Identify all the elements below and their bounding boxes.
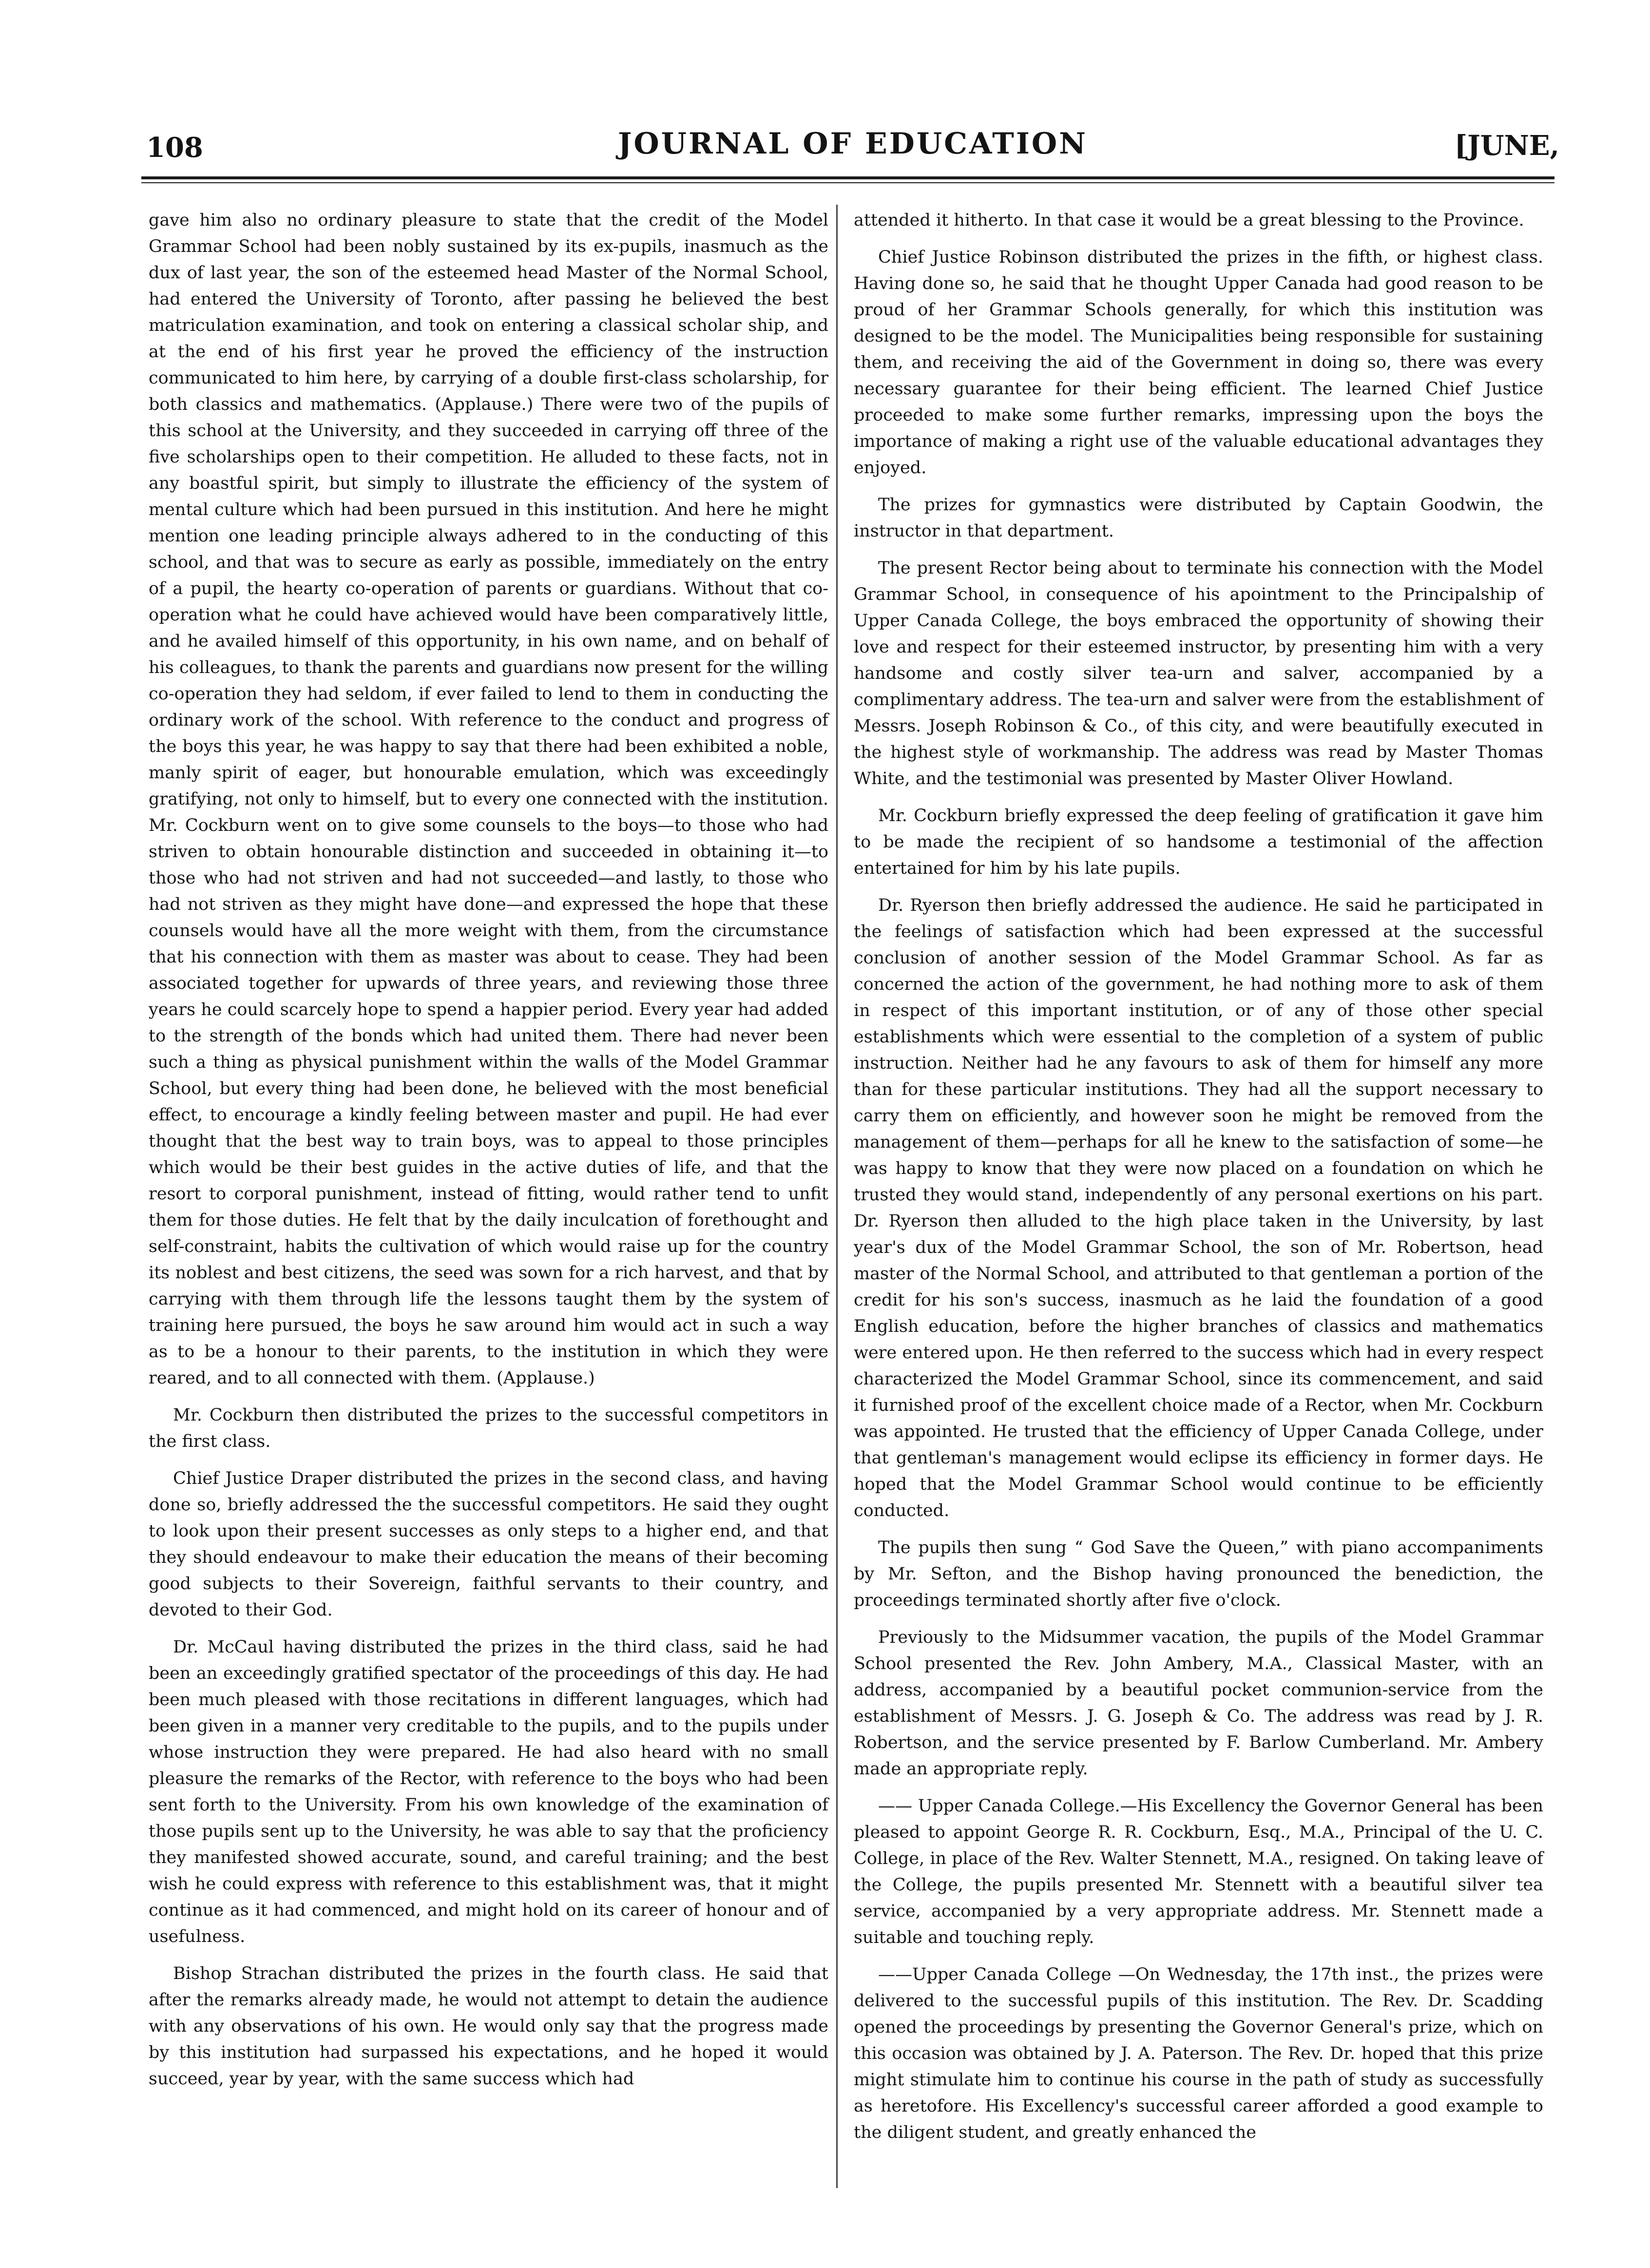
right-column — [854, 207, 1543, 2156]
paragraph: attended it hitherto. In that case it would be a great blessing to the Province. — [854, 211, 1524, 230]
column-divider — [836, 205, 838, 2188]
paragraph: Dr. Ryerson then briefly addressed the audience. He said he participated in the feelings of satisfaction which had been expressed at the successful conclusion of another session of the Model Grammar School. As far as concerned the action of the government, he had nothing more to ask of them in respect of this important institution, or of any of those other special establishments which were essential to the completion of a system of public instruction. Neither had he any favours to ask of them for himself any more than for these particular institutions. They had all the support necessary to carry them on efficiently, and however soon he might be removed from the management of them—perhaps for all he knew to the satisfaction of some—he was happy to know that they were now placed on a foundation on which he trusted they would stand, independently of any personal exertions on his part. Dr. Ryerson then alluded to the high place taken in the University, by last year's dux of the Model Grammar School, the son of Mr. Robertson, head master of the Normal School, and attributed to that gentleman a portion of the credit for his son's success, inasmuch as he laid the foundation of a good English education, before the higher branches of classics and mathematics were entered upon. He then referred to the success which had in every respect characterized the Model Grammar School, since its commencement, and said it furnished proof of the excellent choice made of a Rector, when Mr. Cockburn was appointed. He trusted that the efficiency of Upper Canada College, under that gentleman's management would eclipse its efficiency in former days. He hoped that the Model Grammar School would continue to be efficiently conducted. — [854, 896, 1543, 1520]
paragraph: The pupils then sung “ God Save the Queen,” with piano accompaniments by Mr. Sefton, and the Bishop having pronounced the benediction, the proceedings terminated shortly after five o'clock. — [854, 1538, 1543, 1610]
paragraph: gave him also no ordinary pleasure to state that the credit of the Model Grammar School had been nobly sustained by its ex-pupils, inasmuch as the dux of last year, the son of the esteemed head Master of the Normal School, had entered the University of Toronto, after passing he believed the best matriculation examination, and took on entering a classical scholar ship, and at the end of his first year he proved the efficiency of the instruction communicated to him here, by carrying of a double first-class scholarship, for both classics and mathematics. (Applause.) There were two of the pupils of this school at the University, and they succeeded in carrying off three of the five scholarships open to their competition. He alluded to these facts, not in any boastful spirit, but simply to illustrate the efficiency of the system of mental culture which had been pursued in this institution. And here he might mention one leading principle always adhered to in the conducting of this school, and that was to secure as early as possible, immediately on the entry of a pupil, the hearty co-operation of parents or guardians. Without that co-operation what he could have achieved would have been comparatively little, and he availed himself of this opportunity, in his own name, and on behalf of his colleagues, to thank the parents and guardians now present for the willing co-operation they had seldom, if ever failed to lend to them in conducting the ordinary work of the school. With reference to the conduct and progress of the boys this year, he was happy to say that there had been exhibited a noble, manly spirit of eager, but honourable emulation, which was exceedingly gratifying, not only to himself, but to every one connected with the institution. Mr. Cockburn went on to give some counsels to the boys—to those who had striven to obtain honourable distinction and succeeded in obtaining it—to those who had not striven and had not succeeded—and lastly, to those who had not striven as they might have done—and expressed the hope that these counsels would have all the more weight with them, from the circumstance that his connection with them as master was about to cease. They had been associated together for upwards of three years, and reviewing those three years he could scarcely hope to spend a happier period. Every year had added to the strength of the bonds which had united them. There had never been such a thing as physical punishment within the walls of the Model Grammar School, but every thing had been done, he believed with the most beneficial effect, to encourage a kindly feeling between master and pupil. He had ever thought that the best way to train boys, was to appeal to those principles which would be their best guides in the active duties of life, and that the resort to corporal punishment, instead of fitting, would rather tend to unfit them for those duties. He felt that by the daily inculcation of forethought and self-constraint, habits the cultivation of which would raise up for the country its noblest and best citizens, the seed was sown for a rich harvest, and that by carrying with them through life the lessons taught them by the system of training here pursued, the boys he saw around him would act in such a way as to be a honour to their parents, to the institution in which they were reared, and to all connected with them. (Applause.) — [149, 211, 828, 1388]
journal-title: JOURNAL OF EDUCATION — [617, 127, 1088, 161]
paragraph: Chief Justice Robinson distributed the prizes in the fifth, or highest class. Having done so, he said that he thought Upper Canada had good reason to be proud of her Grammar Schools generally, for which this institution was designed to be the model. The Municipalities being responsible for sustaining them, and receiving the aid of the Government in doing so, there was every necessary guarantee for their being efficient. The learned Chief Justice proceeded to make some further remarks, impressing upon the boys the importance of making a right use of the valuable educational advantages they enjoyed. — [854, 248, 1543, 478]
paragraph: —— Upper Canada College.—His Excellency the Governor General has been pleased to appoint George R. R. Cockburn, Esq., M.A., Principal of the U. C. College, in place of the Rev. Walter Stennett, M.A., resigned. On taking leave of the College, the pupils presented Mr. Stennett with a beautiful silver tea service, accompanied by a very appropriate address. Mr. Stennett made a suitable and touching reply. — [854, 1796, 1543, 1947]
paragraph: The present Rector being about to terminate his connection with the Model Grammar School, in consequence of his apointment to the Principalship of Upper Canada College, the boys embraced the opportunity of showing their love and respect for their esteemed instructor, by presenting him with a very handsome and costly silver tea-urn and salver, accompanied by a complimentary address. The tea-urn and salver were from the establishment of Messrs. Joseph Robinson & Co., of this city, and were beautifully executed in the highest style of workmanship. The address was read by Master Thomas White, and the testimonial was presented by Master Oliver Howland. — [854, 558, 1543, 788]
header-rule-thin — [141, 182, 1554, 183]
left-column — [149, 207, 828, 2103]
paragraph: Mr. Cockburn then distributed the prizes to the successful competitors in the first class. — [149, 1405, 828, 1451]
running-head-month: [JUNE, — [1454, 130, 1559, 162]
paragraph: The prizes for gymnastics were distributed by Captain Goodwin, the instructor in that department. — [854, 495, 1543, 541]
page-number: 108 — [146, 132, 203, 164]
paragraph: Bishop Strachan distributed the prizes in the fourth class. He said that after the remarks already made, he would not attempt to detain the audience with any observations of his own. He would only say that the progress made by this institution had surpassed his expectations, and he hoped it would succeed, year by year, with the same success which had — [149, 1964, 828, 2089]
header-rule-thick — [141, 176, 1554, 179]
page-header — [146, 122, 1559, 180]
paragraph: Mr. Cockburn briefly expressed the deep feeling of gratification it gave him to be made the recipient of so handsome a testimonial of the affection entertained for him by his late pupils. — [854, 806, 1543, 878]
paragraph: Chief Justice Draper distributed the prizes in the second class, and having done so, briefly addressed the the successful competitors. He said they ought to look upon their present successes as only steps to a higher end, and that they should endeavour to make their education the means of their becoming good subjects to their Sovereign, faithful servants to their country, and devoted to their God. — [149, 1469, 828, 1620]
paragraph: Previously to the Midsummer vacation, the pupils of the Model Grammar School presented the Rev. John Ambery, M.A., Classical Master, with an address, accompanied by a beautiful pocket communion-service from the establishment of Messrs. J. G. Joseph & Co. The address was read by J. R. Robertson, and the service presented by F. Barlow Cumberland. Mr. Ambery made an appropriate reply. — [854, 1628, 1543, 1779]
paragraph: ——Upper Canada College —On Wednesday, the 17th inst., the prizes were delivered to the successful pupils of this institution. The Rev. Dr. Scadding opened the proceedings by presenting the Governor General's prize, which on this occasion was obtained by J. A. Paterson. The Rev. Dr. hoped that this prize might stimulate him to continue his course in the path of study as successfully as heretofore. His Excellency's successful career afforded a good example to the diligent student, and greatly enhanced the — [854, 1965, 1543, 2142]
paragraph: Dr. McCaul having distributed the prizes in the third class, said he had been an exceedingly gratified spectator of the proceedings of this day. He had been much pleased with those recitations in different languages, which had been given in a manner very creditable to the pupils, and to the pupils under whose instruction they were prepared. He had also heard with no small pleasure the remarks of the Rector, with reference to the boys who had been sent forth to the University. From his own knowledge of the examination of those pupils sent up to the University, he was able to say that the proficiency they manifested showed accurate, sound, and careful training; and the best wish he could express with reference to this establishment was, that it might continue as it had commenced, and might hold on its career of honour and of usefulness. — [149, 1637, 828, 1946]
